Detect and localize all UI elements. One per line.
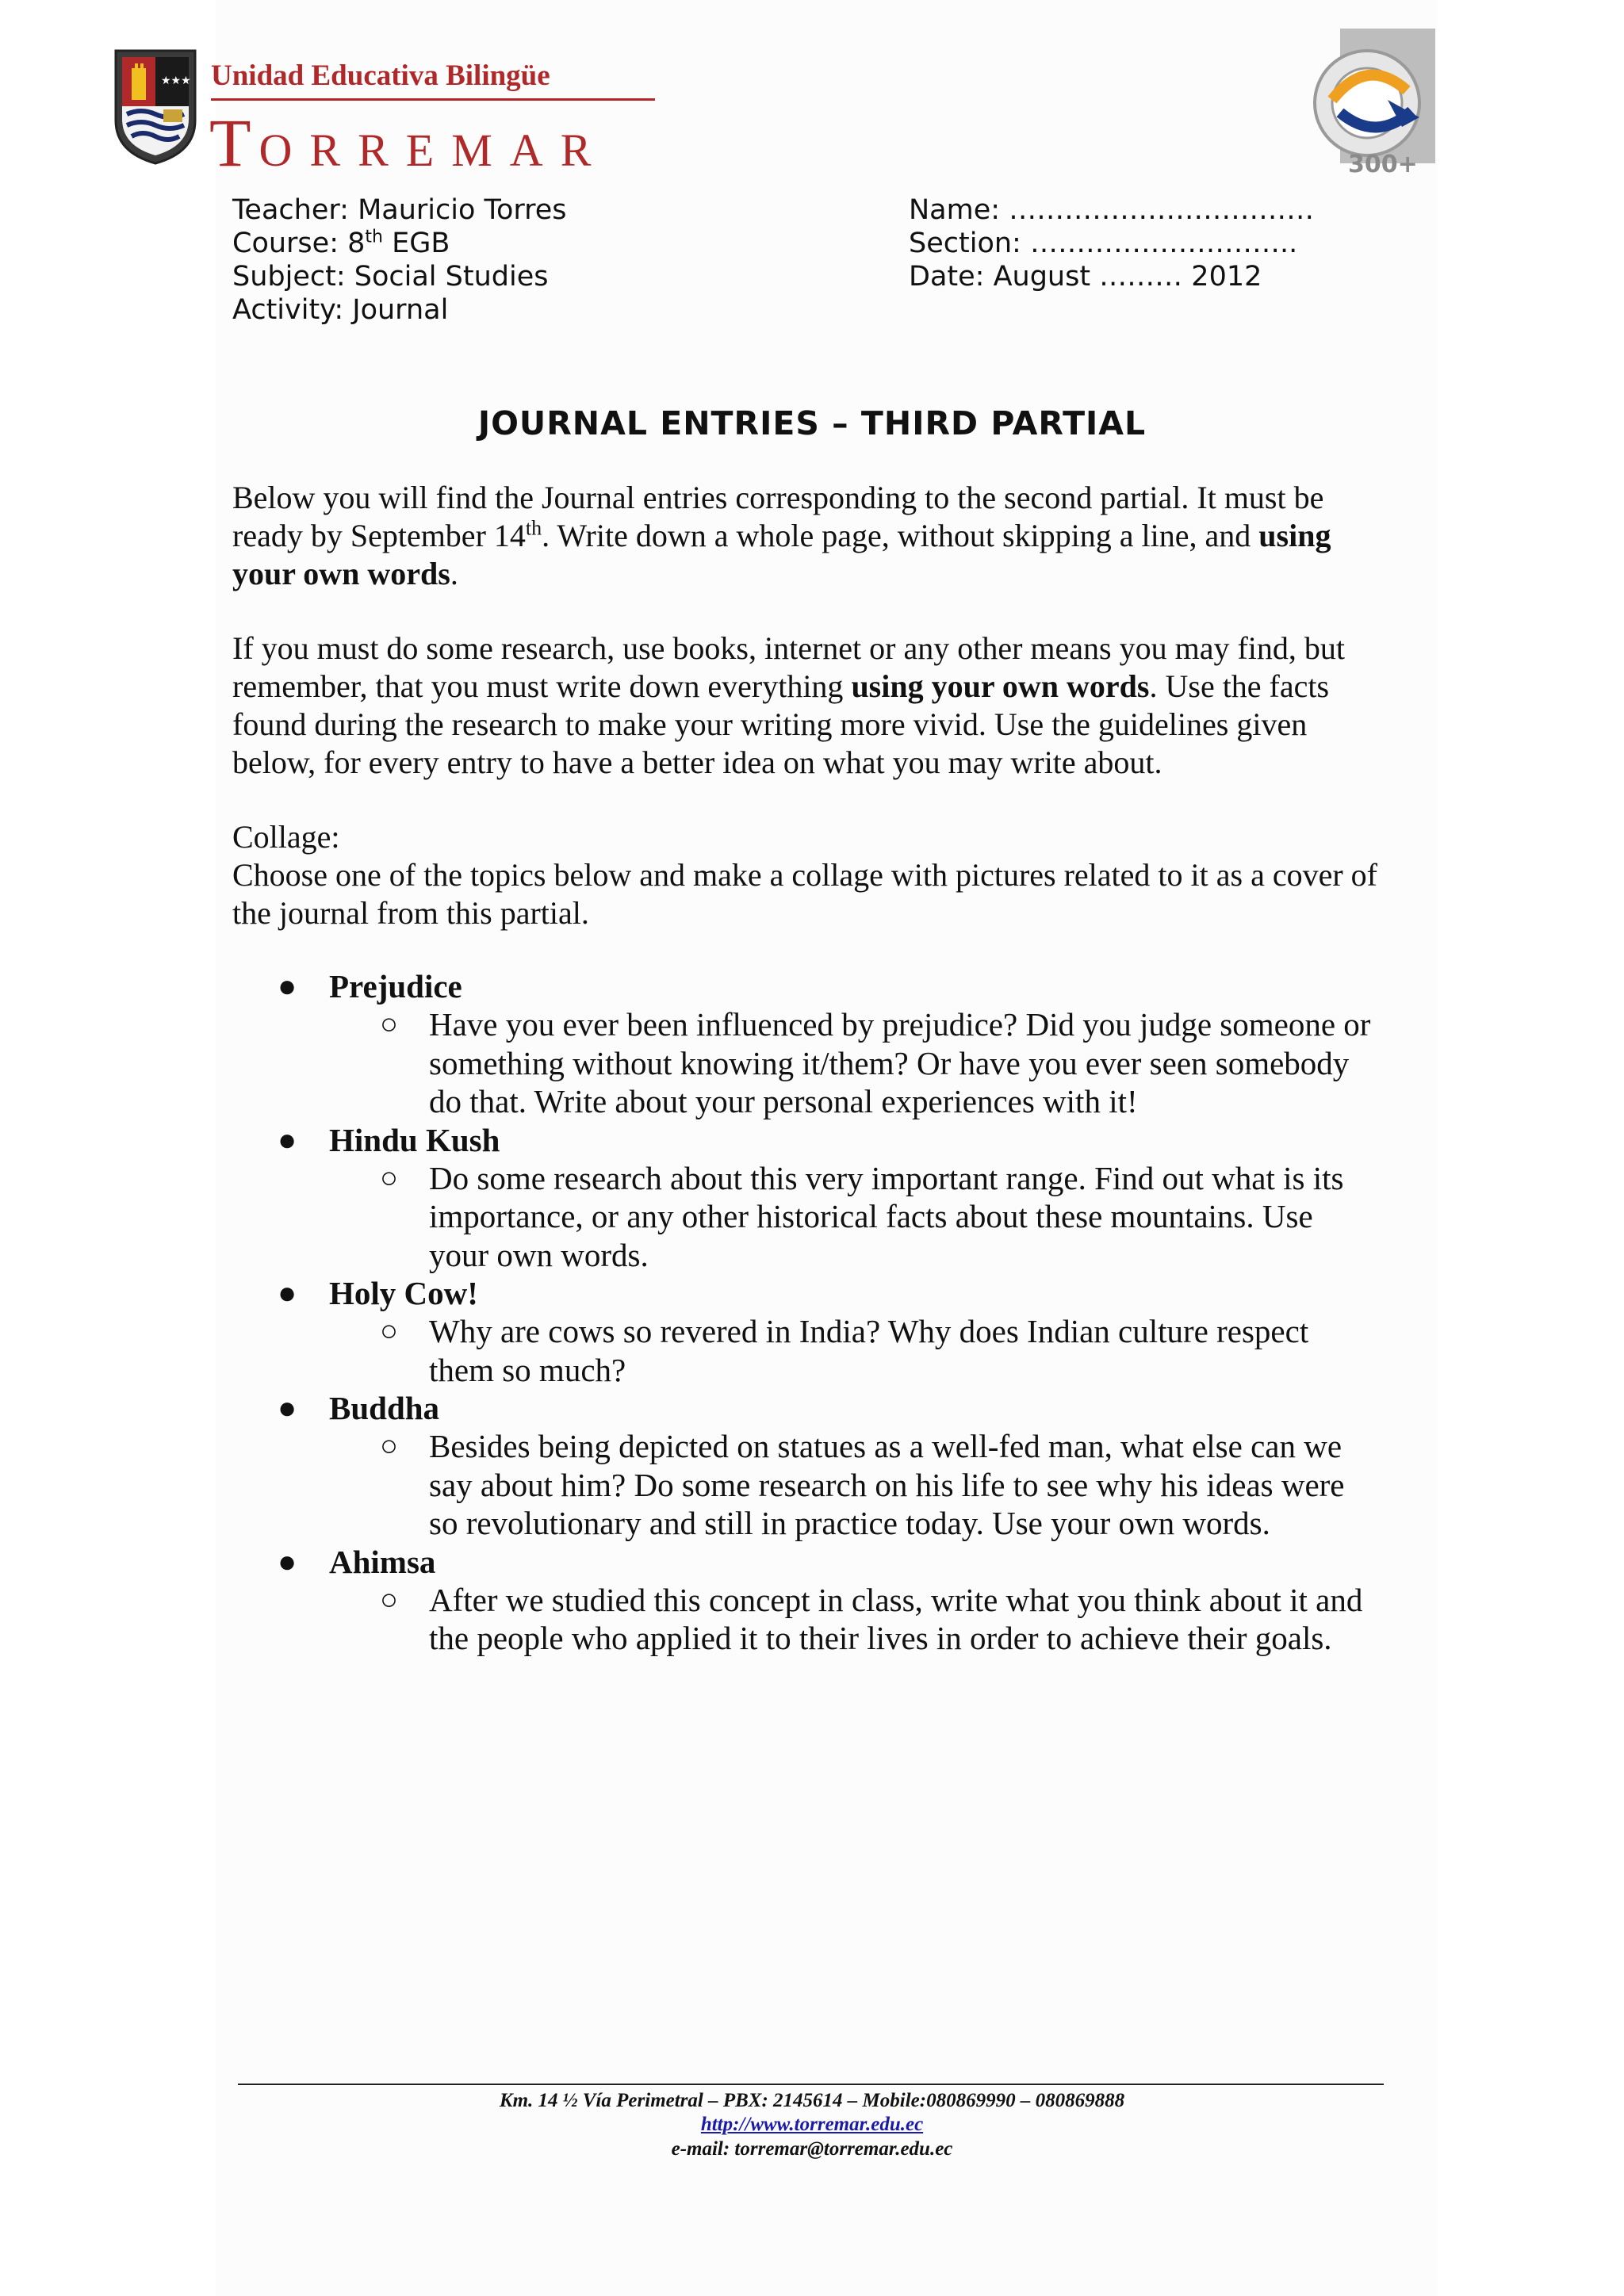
section-field: Section: ……………………….. — [909, 228, 1298, 259]
topic-title: Prejudice — [329, 968, 462, 1004]
sub-bullet-icon: ○ — [380, 1429, 398, 1463]
topic-title: Hindu Kush — [329, 1121, 500, 1158]
topic-title: Ahimsa — [329, 1543, 436, 1580]
footer-email: e-mail: torremar@torremar.edu.ec — [671, 2138, 953, 2160]
bullet-icon: ● — [278, 1543, 297, 1579]
collage-section — [232, 818, 1390, 932]
topic-description: ○ After we studied this concept in class, write what you think about it and the people who applied it to their lives in order to achieve their goals. — [380, 1581, 1363, 1656]
award-number: 300+ — [1348, 151, 1418, 178]
topics-list — [278, 967, 1404, 1658]
list-item — [278, 1543, 1404, 1658]
footer-divider — [238, 2084, 1384, 2085]
sub-bullet-icon: ○ — [380, 1161, 398, 1195]
info-left — [232, 193, 567, 327]
list-item — [278, 967, 1404, 1121]
footer-address: Km. 14 ½ Vía Perimetral – PBX: 2145614 – Mobile:080869990 – 080869888 — [499, 2090, 1125, 2111]
date-field: Date: August ……… 2012 — [909, 261, 1262, 293]
collage-heading: Collage: — [232, 819, 340, 855]
teacher-field: Teacher: Mauricio Torres — [232, 194, 567, 226]
topic-title: Holy Cow! — [329, 1275, 478, 1311]
logo-school-type: Unidad Educativa Bilingüe — [211, 59, 550, 92]
bullet-icon: ● — [278, 1121, 297, 1158]
list-item — [278, 1274, 1404, 1389]
school-crest-icon — [111, 48, 200, 165]
bullet-icon: ● — [278, 1275, 297, 1311]
footer-website-link[interactable]: http://www.torremar.edu.ec — [700, 2114, 924, 2135]
info-right — [909, 193, 1314, 293]
svg-text:★★★: ★★★ — [161, 75, 191, 87]
activity-field: Activity: Journal — [232, 294, 449, 326]
sub-bullet-icon: ○ — [380, 1314, 398, 1348]
list-item — [278, 1389, 1404, 1543]
collage-text: Choose one of the topics below and make a collage with pictures related to it as a cover of the journal from this partial. — [232, 857, 1377, 931]
topic-description: ○ Have you ever been influenced by prejudice? Did you judge someone or something without knowing it/them? Or have you ever seen somebody do that. Write about your personal experiences with it! — [380, 1006, 1371, 1119]
topic-description: ○ Besides being depicted on statues as a well-fed man, what else can we say about him? Do some research on his life to see why his ideas were so revolutionary and still in practice today. Use your own words. — [380, 1428, 1345, 1541]
list-item — [278, 1121, 1404, 1275]
topic-description: ○ Do some research about this very important range. Find out what is its importance, or any other historical facts about these mountains. Use your own words. — [380, 1159, 1344, 1273]
research-paragraph: If you must do some research, use books, internet or any other means you may find, but remember, that you must write down everything using your own words. Use the facts found during the research to make your writing more vivid. Use the guidelines given below, for every entry to have a better idea on what you may write about. — [232, 630, 1346, 780]
sub-bullet-icon: ○ — [380, 1582, 398, 1617]
topic-title: Buddha — [329, 1390, 440, 1426]
logo-rule — [211, 98, 655, 101]
sub-bullet-icon: ○ — [380, 1008, 398, 1041]
course-field: Course: 8th EGB — [232, 227, 450, 259]
name-field: Name: …………………………… — [909, 194, 1315, 226]
logo-school-name: TORREMAR — [209, 105, 609, 181]
subject-field: Subject: Social Studies — [232, 261, 549, 293]
topic-description: ○ Why are cows so revered in India? Why does Indian culture respect them so much? — [380, 1313, 1309, 1388]
document-title: JOURNAL ENTRIES – THIRD PARTIAL — [477, 404, 1147, 442]
bullet-icon: ● — [278, 968, 297, 1004]
bullet-icon: ● — [278, 1390, 297, 1425]
school-logo — [111, 43, 609, 181]
instructions-paragraph: Below you will find the Journal entries corresponding to the second partial. It must be ready by September 14th. Write down a whole page, without skipping a line, and using your own words. — [232, 480, 1331, 591]
